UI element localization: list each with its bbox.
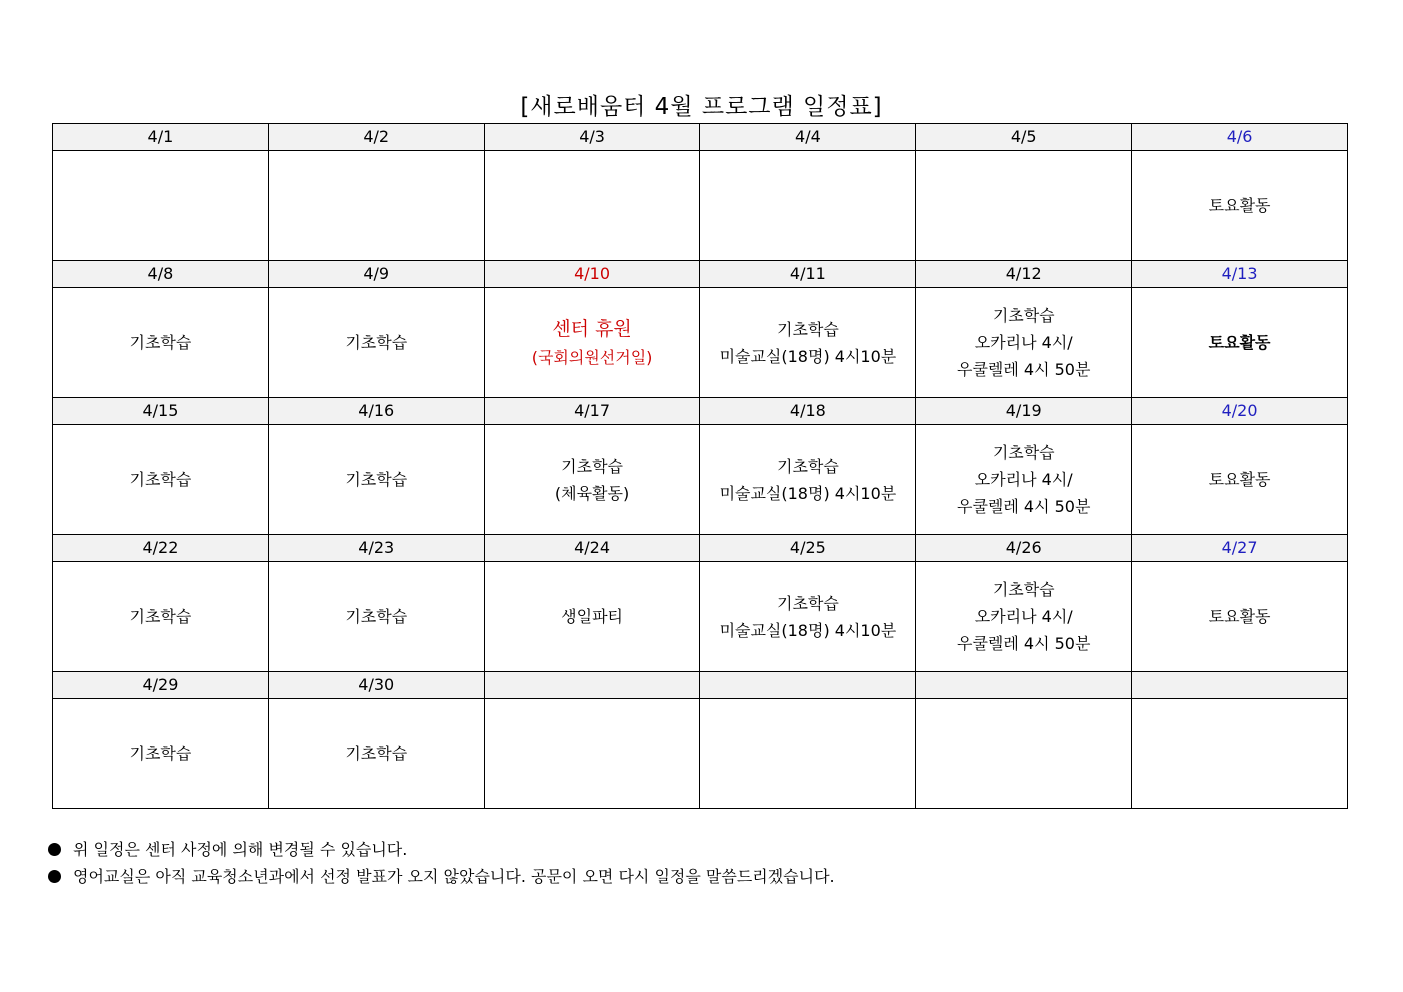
activity-text: 기초학습 <box>992 306 1055 325</box>
date-cell-saturday: 4/6 <box>1132 124 1348 151</box>
date-cell: 4/3 <box>484 124 700 151</box>
activity-text: 기초학습 <box>129 333 192 352</box>
date-cell-holiday: 4/10 <box>484 261 700 288</box>
activity-text: 토요활동 <box>1208 607 1271 626</box>
activity-cell <box>916 562 1132 672</box>
date-cell: 4/23 <box>268 535 484 562</box>
date-cell: 4/22 <box>53 535 269 562</box>
date-cell: 4/11 <box>700 261 916 288</box>
note-text: 영어교실은 아직 교육청소년과에서 선정 발표가 오지 않았습니다. 공문이 오면 다시 일정을 말씀드리겠습니다. <box>73 867 835 886</box>
notes-list <box>48 836 835 890</box>
date-row <box>53 398 1348 425</box>
activity-text: 기초학습 <box>345 333 408 352</box>
activity-cell <box>1132 562 1348 672</box>
date-cell: 4/2 <box>268 124 484 151</box>
date-cell: 4/19 <box>916 398 1132 425</box>
activity-cell <box>53 699 269 809</box>
date-cell: 4/4 <box>700 124 916 151</box>
activity-text: 오카리나 4시/ <box>974 607 1073 626</box>
activity-text: 토요활동 <box>1208 470 1271 489</box>
activity-cell <box>700 699 916 809</box>
activity-cell <box>484 699 700 809</box>
date-cell: 4/1 <box>53 124 269 151</box>
date-cell: 4/26 <box>916 535 1132 562</box>
activity-cell <box>268 562 484 672</box>
activity-row <box>53 288 1348 398</box>
activity-cell <box>916 699 1132 809</box>
activity-text: 기초학습 <box>345 744 408 763</box>
activity-row <box>53 151 1348 261</box>
activity-text: 기초학습 <box>345 607 408 626</box>
date-cell <box>1132 672 1348 699</box>
date-cell: 4/5 <box>916 124 1132 151</box>
activity-text: 오카리나 4시/ <box>974 470 1073 489</box>
date-cell: 4/12 <box>916 261 1132 288</box>
date-cell <box>700 672 916 699</box>
note-text: 위 일정은 센터 사정에 의해 변경될 수 있습니다. <box>73 840 408 859</box>
activity-cell <box>916 151 1132 261</box>
activity-row <box>53 425 1348 535</box>
activity-cell <box>916 425 1132 535</box>
date-cell: 4/9 <box>268 261 484 288</box>
bullet-icon <box>48 843 61 856</box>
date-cell: 4/30 <box>268 672 484 699</box>
activity-text: 기초학습 <box>129 470 192 489</box>
date-cell: 4/29 <box>53 672 269 699</box>
activity-text: 우쿨렐레 4시 50분 <box>957 360 1091 379</box>
activity-cell <box>53 562 269 672</box>
activity-text: 토요활동 <box>1208 196 1271 215</box>
date-cell: 4/8 <box>53 261 269 288</box>
activity-text: 미술교실(18명) 4시10분 <box>719 620 897 640</box>
activity-cell <box>700 425 916 535</box>
activity-cell <box>53 151 269 261</box>
activity-cell <box>268 151 484 261</box>
activity-text: 미술교실(18명) 4시10분 <box>719 483 897 503</box>
activity-text: 기초학습 <box>776 456 839 476</box>
date-cell: 4/24 <box>484 535 700 562</box>
activity-cell <box>1132 288 1348 398</box>
activity-text: 생일파티 <box>561 607 623 626</box>
activity-cell <box>53 425 269 535</box>
activity-row <box>53 699 1348 809</box>
activity-cell <box>1132 425 1348 535</box>
schedule-table <box>52 123 1348 809</box>
activity-text: 기초학습 <box>129 744 192 763</box>
activity-cell <box>700 288 916 398</box>
activity-cell <box>1132 699 1348 809</box>
date-cell-saturday: 4/27 <box>1132 535 1348 562</box>
activity-text: 기초학습 <box>992 443 1055 462</box>
bullet-icon <box>48 870 61 883</box>
date-row <box>53 124 1348 151</box>
activity-cell <box>53 288 269 398</box>
activity-row <box>53 562 1348 672</box>
note-item <box>48 836 835 863</box>
activity-cell <box>484 151 700 261</box>
date-cell <box>484 672 700 699</box>
activity-text: 우쿨렐레 4시 50분 <box>957 497 1091 516</box>
activity-cell <box>484 562 700 672</box>
date-row <box>53 535 1348 562</box>
date-cell: 4/25 <box>700 535 916 562</box>
activity-cell <box>484 425 700 535</box>
activity-cell-holiday <box>484 288 700 398</box>
activity-text: 미술교실(18명) 4시10분 <box>719 346 897 366</box>
note-item <box>48 863 835 890</box>
activity-text: 토요활동 <box>1208 333 1271 352</box>
activity-cell <box>268 699 484 809</box>
activity-cell <box>700 562 916 672</box>
activity-cell <box>700 151 916 261</box>
date-cell <box>916 672 1132 699</box>
page-title: [새로배움터 4월 프로그램 일정표] <box>520 94 883 120</box>
activity-text: 기초학습 <box>129 607 192 626</box>
activity-text: 오카리나 4시/ <box>974 333 1073 352</box>
date-cell: 4/15 <box>53 398 269 425</box>
activity-text: (체육활동) <box>554 483 630 503</box>
date-cell: 4/18 <box>700 398 916 425</box>
activity-cell <box>916 288 1132 398</box>
activity-cell <box>268 288 484 398</box>
date-cell-saturday: 4/20 <box>1132 398 1348 425</box>
activity-text: 기초학습 <box>561 456 623 476</box>
activity-cell <box>268 425 484 535</box>
activity-cell <box>1132 151 1348 261</box>
holiday-reason: (국회의원선거일) <box>531 348 653 367</box>
date-row <box>53 672 1348 699</box>
activity-text: 기초학습 <box>992 580 1055 599</box>
date-row <box>53 261 1348 288</box>
activity-text: 기초학습 <box>345 470 408 489</box>
date-cell-saturday: 4/13 <box>1132 261 1348 288</box>
date-cell: 4/16 <box>268 398 484 425</box>
activity-text: 기초학습 <box>776 319 839 339</box>
holiday-text: 센터 휴원 <box>552 318 632 340</box>
date-cell: 4/17 <box>484 398 700 425</box>
activity-text: 기초학습 <box>776 593 839 613</box>
activity-text: 우쿨렐레 4시 50분 <box>957 634 1091 653</box>
